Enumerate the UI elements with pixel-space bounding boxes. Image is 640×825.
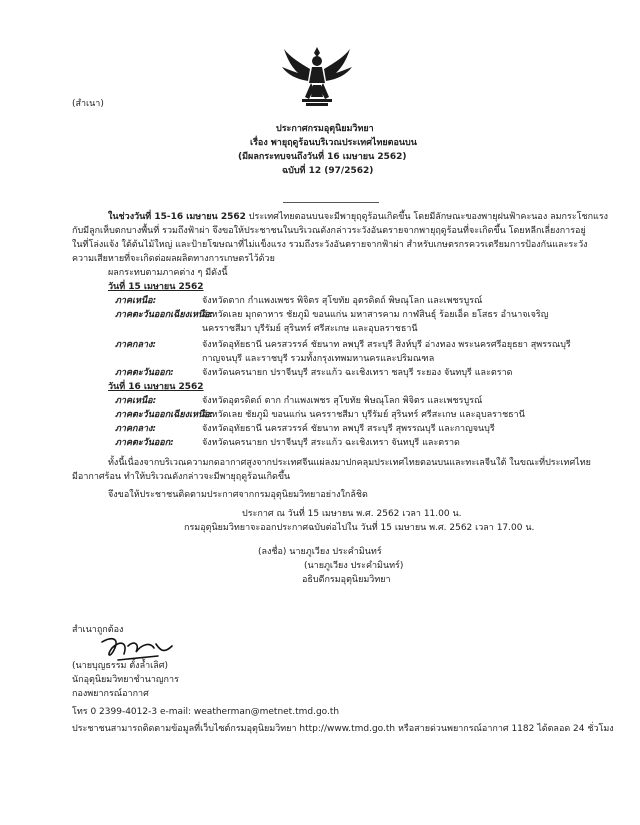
contact-info: โทร 0 2399-4012-3 e-mail: weatherman@metnet.tmd.go.th [72, 707, 340, 717]
copy-mark: (สำเนา) [72, 99, 104, 109]
signer-name: (นายภูเวียง ประคำมินทร์) [304, 561, 404, 571]
para2-line2: มีอากาศร้อน ทำให้บริเวณดังกล่าวจะมีพายุฤดูร้อนเกิดขึ้น [72, 472, 291, 482]
next-announcement: กรมอุตุนิยมวิทยาจะออกประกาศฉบับต่อไปใน วันที่ 15 เมษายน พ.ศ. 2562 เวลา 17.00 น. [184, 523, 535, 533]
day2-central-label: ภาคกลาง: [115, 424, 157, 434]
day1-north-text: จังหวัดตาก กำแพงเพชร พิจิตร สุโขทัย อุตรดิตถ์ พิษณุโลก และเพชรบูรณ์ [202, 296, 483, 306]
day1-heading: วันที่ 15 เมษายน 2562 [108, 282, 204, 292]
certifier-name: (นายบุญธรรม ตั้งล้ำเลิศ) [72, 661, 168, 671]
day1-ne-text-1: จังหวัดเลย มุกดาหาร ชัยภูมิ ขอนแก่น มหาสารคาม กาฬสินธุ์ ร้อยเอ็ด ยโสธร อำนาจเจริญ [202, 310, 549, 320]
certified-copy: สำเนาถูกต้อง [72, 625, 124, 635]
para1-lead: ในช่วงวันที่ 15-16 เมษายน 2562 [108, 212, 246, 222]
signed-by: (ลงชื่อ) นายภูเวียง ประคำมินทร์ [258, 547, 382, 557]
certifier-title: นักอุตุนิยมวิทยาชำนาญการ [72, 675, 179, 685]
para2-line1: ทั้งนี้เนื่องจากบริเวณความกดอากาศสูงจากประเทศจีนแผ่ลงมาปกคลุมประเทศไทยตอนบนและทะเลจีนใต้ ในขณะที่ประเทศไทย [108, 458, 591, 468]
day1-ne-label: ภาคตะวันออกเฉียงเหนือ: [115, 310, 214, 320]
day2-central-text: จังหวัดอุทัยธานี นครสวรรค์ ชัยนาท ลพบุรี สระบุรี สุพรรณบุรี และกาญจนบุรี [202, 424, 495, 434]
day1-central-text-1: จังหวัดอุทัยธานี นครสวรรค์ ชัยนาท ลพบุรี สระบุรี สิงห์บุรี อ่างทอง พระนครศรีอยุธยา สุพรรณบุรี [202, 340, 571, 350]
day2-east-label: ภาคตะวันออก: [115, 438, 174, 448]
day1-ne-text-2: นครราชสีมา บุรีรัมย์ สุรินทร์ ศรีสะเกษ และอุบลราชธานี [202, 324, 418, 334]
day2-east-text: จังหวัดนครนายก ปราจีนบุรี สระแก้ว ฉะเชิงเทรา จันทบุรี และตราด [202, 438, 460, 448]
para1-line4: ความเสียหายที่จะเกิดต่อผลผลิตทางการเกษตรไว้ด้วย [72, 254, 275, 264]
doc-subject: เรื่อง พายุฤดูร้อนบริเวณประเทศไทยตอนบน [250, 138, 417, 148]
day2-ne-label: ภาคตะวันออกเฉียงเหนือ: [115, 410, 214, 420]
para3: จึงขอให้ประชาชนติดตามประกาศจากกรมอุตุนิยมวิทยาอย่างใกล้ชิด [108, 490, 368, 500]
signer-title: อธิบดีกรมอุตุนิยมวิทยา [302, 575, 391, 585]
doc-issue-number: ฉบับที่ 12 (97/2562) [282, 166, 374, 176]
day2-heading: วันที่ 16 เมษายน 2562 [108, 382, 204, 392]
footer-note: ประชาชนสามารถติดตามข้อมูลที่เว็บไซต์กรมอุตุนิยมวิทยา http://www.tmd.go.th หรือสายด่วนพยากรณ์อากาศ 1182 ได้ตลอด 24 ชั่วโมง [72, 724, 614, 734]
para1-line1-text: ประเทศไทยตอนบนจะมีพายุฤดูร้อนเกิดขึ้น โดยมีลักษณะของพายุฝนฟ้าคะนอง ลมกระโชกแรง [245, 212, 609, 222]
day1-east-label: ภาคตะวันออก: [115, 368, 174, 378]
para1-line2: กับมีลูกเห็บตกบางพื้นที่ รวมถึงฟ้าผ่า จึงขอให้ประชาชนในบริเวณดังกล่าวระวังอันตรายจากพายุฤดูร้อนที่จะเกิดขึ้น โดยหลีกเลี่ยงการอยู่ [72, 226, 586, 236]
day2-ne-text: จังหวัดเลย ชัยภูมิ ขอนแก่น นครราชสีมา บุรีรัมย์ สุรินทร์ ศรีสะเกษ และอุบลราชธานี [202, 410, 525, 420]
para1-line3: ในที่โล่งแจ้ง ใต้ต้นไม้ใหญ่ และป้ายโฆษณาที่ไม่แข็งแรง รวมถึงระวังอันตรายจากฟ้าผ่า สำหรับเกษตรกรควรเตรียมการป้องกันและระวัง [72, 240, 588, 250]
doc-effective: (มีผลกระทบจนถึงวันที่ 16 เมษายน 2562) [238, 152, 407, 162]
day1-east-text: จังหวัดนครนายก ปราจีนบุรี สระแก้ว ฉะเชิงเทรา ชลบุรี ระยอง จันทบุรี และตราด [202, 368, 513, 378]
doc-title: ประกาศกรมอุตุนิยมวิทยา [276, 124, 374, 134]
day1-central-text-2: กาญจนบุรี และราชบุรี รวมทั้งกรุงเทพมหานครและปริมณฑล [202, 354, 435, 364]
day1-central-label: ภาคกลาง: [115, 340, 157, 350]
para1-line1 [108, 212, 608, 223]
certifier-dept: กองพยากรณ์อากาศ [72, 689, 149, 699]
regions-intro: ผลกระทบตามภาคต่าง ๆ มีดังนี้ [108, 268, 228, 278]
day1-north-label: ภาคเหนือ: [115, 296, 157, 306]
day2-north-label: ภาคเหนือ: [115, 396, 157, 406]
garuda-emblem-icon [280, 45, 354, 109]
announce-date: ประกาศ ณ วันที่ 15 เมษายน พ.ศ. 2562 เวลา 11.00 น. [242, 509, 462, 519]
title-divider [283, 202, 379, 203]
day2-north-text: จังหวัดอุตรดิตถ์ ตาก กำแพงเพชร สุโขทัย พิษณุโลก พิจิตร และเพชรบูรณ์ [202, 396, 483, 406]
